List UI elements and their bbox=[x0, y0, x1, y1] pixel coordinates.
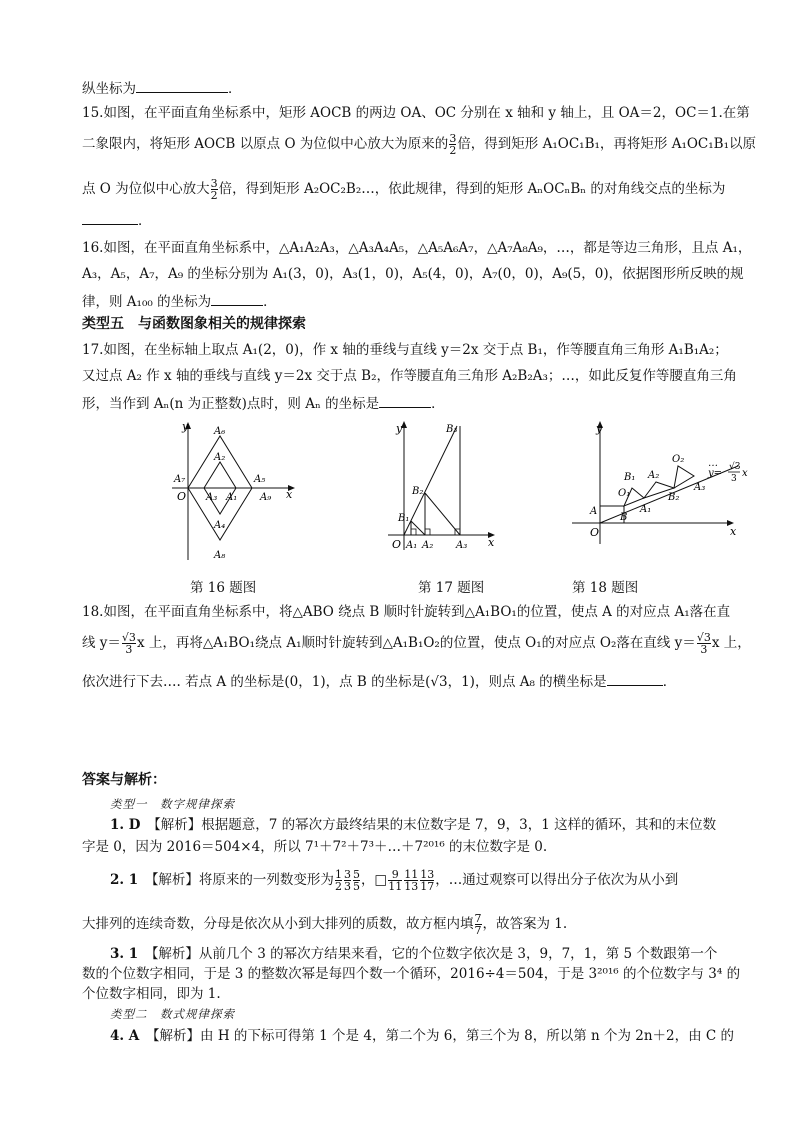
fraction bbox=[697, 632, 711, 655]
fig17-label: y bbox=[396, 422, 403, 435]
a2-line1b: ，…通过观察可以得出分子依次为从小到 bbox=[435, 872, 679, 888]
fig18-label: O₁ bbox=[618, 488, 631, 499]
figure-16 bbox=[168, 418, 308, 568]
fig18-label: A₁ bbox=[640, 504, 652, 515]
a1-line1-text: 【解析】根据题意，7 的幂次方最终结果的末位数字是 7，9，3，1 这样的循环，其和的末位数 bbox=[154, 817, 717, 833]
fig17-label: A₂ bbox=[422, 540, 434, 551]
fraction bbox=[449, 133, 456, 156]
fig18-label: y bbox=[596, 422, 603, 435]
a4-line1 bbox=[110, 1027, 750, 1045]
fig16-label: A₇ bbox=[174, 474, 186, 485]
answer-blank bbox=[607, 671, 663, 686]
fig17-caption: 第 17 题图 bbox=[418, 580, 485, 596]
fig17-label: B₂ bbox=[412, 486, 424, 497]
q15-line1: 15.如图，在平面直角坐标系中，矩形 AOCB 的两边 OA、OC 分别在 x 轴和 y 轴上，且 OA＝2，OC＝1.在第 bbox=[82, 105, 750, 121]
fraction bbox=[388, 869, 402, 892]
fig17-label: x bbox=[488, 536, 495, 549]
q16-line3: 律，则 A₁₀₀ 的坐标为 ． bbox=[82, 291, 722, 311]
fig16-label: A₈ bbox=[214, 550, 226, 561]
fig17-label: A₁ bbox=[406, 540, 418, 551]
frac-num: √3 bbox=[696, 631, 711, 644]
q15-line3 bbox=[82, 177, 726, 202]
fig17-label: A₃ bbox=[456, 540, 468, 551]
fig16-label: O bbox=[177, 490, 187, 503]
q15-line3a: 点 O 为位似中心放大 bbox=[82, 181, 210, 197]
q18-line2c: x 上， bbox=[711, 635, 751, 651]
q14-tail: 纵坐标为 ． bbox=[82, 78, 722, 98]
q18-line1: 18.如图，在平面直角坐标系中，将△ABO 绕点 B 顺时针旋转到△A₁BO₁的位置，使点 A 的对应点 A₁落在直 bbox=[82, 604, 731, 620]
fig18-label: B₁ bbox=[624, 472, 636, 483]
right-angle-mark bbox=[425, 529, 430, 535]
q17-line2: 又过点 A₂ 作 x 轴的垂线与直线 y＝2x 交于点 B₂，作等腰直角三角形 A₂B₂A₃；…，如此反复作等腰直角三角 bbox=[82, 368, 737, 384]
q15-line2 bbox=[82, 132, 756, 157]
a2-box: ，□ bbox=[360, 872, 388, 888]
q18-line3: 依次进行下去…. 若点 A 的坐标是(0，1)，点 B 的坐标是(√3，1)，则点 A₈ 的横坐标是 ． bbox=[82, 671, 722, 691]
fig18-line-frac-den: 3 bbox=[731, 474, 737, 484]
q17-line3: 形，当作到 Aₙ(n 为正整数)点时，则 Aₙ 的坐标是 ． bbox=[82, 393, 722, 413]
q18-line2a: 线 y＝ bbox=[82, 635, 121, 651]
fig18-label: A₂ bbox=[648, 470, 660, 481]
frac-num: √3 bbox=[121, 631, 136, 644]
fig18-caption: 第 18 题图 bbox=[572, 580, 639, 596]
a1-line1 bbox=[110, 816, 750, 834]
fig18-label: B bbox=[620, 512, 628, 523]
a2-line2b: ，故答案为 1. bbox=[482, 916, 568, 932]
fraction bbox=[353, 869, 360, 892]
q15-line2b: 倍，得到矩形 A₁OC₁B₁，再将矩形 A₁OC₁B₁以原 bbox=[457, 136, 756, 152]
frac-den: 11 bbox=[388, 880, 403, 893]
fig18-line-label: y= bbox=[708, 468, 723, 479]
answers-type1: 类型一 数字规律探索 bbox=[110, 797, 235, 811]
q18-line2 bbox=[82, 631, 751, 656]
fig17-label: O bbox=[392, 538, 402, 551]
figure-18 bbox=[568, 418, 754, 548]
frac-den: 3 bbox=[125, 643, 133, 656]
fig16-label: y bbox=[182, 420, 189, 433]
frac-num: 5 bbox=[352, 868, 360, 881]
fig18-label: B₂ bbox=[668, 492, 680, 503]
fig18-line-frac-num: √3 bbox=[729, 462, 741, 472]
fig16-label: A₂ bbox=[214, 452, 226, 463]
frac-den: 3 bbox=[700, 643, 708, 656]
q17-line3-text: 形，当作到 Aₙ(n 为正整数)点时，则 Aₙ 的坐标是 bbox=[82, 396, 380, 412]
a4-label: 4. A bbox=[110, 1028, 140, 1044]
q18-line2b: x 上，再将△A₁BO₁绕点 A₁顺时针旋转到△A₁B₁O₂的位置，使点 O₁的对应点 O₂落在直线 y＝ bbox=[136, 635, 696, 651]
frac-den: 7 bbox=[474, 924, 482, 937]
frac-den: 5 bbox=[352, 880, 360, 893]
a3-line2: 数的个位数字相同，于是 3 的整数次幂是每四个数一个循环，2016÷4＝504，于是 3²⁰¹⁶ 的个位数字与 3⁴ 的 bbox=[82, 966, 741, 982]
frac-num: 7 bbox=[474, 912, 482, 925]
fraction bbox=[420, 869, 434, 892]
answer-blank bbox=[379, 393, 431, 408]
fig16-label: A₃ bbox=[206, 492, 218, 503]
a3-line1-text: 【解析】从前几个 3 的幂次方结果来看，它的个位数字依次是 3，9，7，1，第 5 个数跟第一个 bbox=[151, 946, 718, 962]
triangle-inner-up bbox=[204, 462, 236, 488]
fig17-label: B₃ bbox=[446, 424, 458, 435]
frac-den: 2 bbox=[449, 144, 457, 157]
figure-17 bbox=[384, 418, 504, 556]
frac-den: 2 bbox=[334, 880, 342, 893]
fig16-label: A₁ bbox=[226, 492, 238, 503]
fig16-label: A₅ bbox=[254, 474, 266, 485]
a2-label: 2. 1 bbox=[110, 872, 139, 888]
frac-num: 1 bbox=[334, 868, 342, 881]
a2-line2 bbox=[82, 913, 722, 936]
triangle-A2B2O2 bbox=[674, 466, 694, 488]
q17-line1: 17.如图，在坐标轴上取点 A₁(2，0)，作 x 轴的垂线与直线 y＝2x 交于点 B₁，作等腰直角三角形 A₁B₁A₂； bbox=[82, 342, 728, 358]
fraction bbox=[335, 869, 342, 892]
line-y-2x bbox=[404, 426, 457, 535]
fig18-label: A bbox=[590, 506, 598, 517]
type5-heading: 类型五 与函数图象相关的规律探索 bbox=[82, 316, 306, 332]
frac-num: 11 bbox=[404, 868, 419, 881]
q16-line3-text: 律，则 A₁₀₀ 的坐标为 bbox=[82, 294, 212, 310]
fraction bbox=[404, 869, 418, 892]
frac-num: 3 bbox=[343, 868, 351, 881]
a2-line1 bbox=[110, 869, 750, 892]
answers-heading: 答案与解析： bbox=[82, 772, 166, 788]
q15-line3b: 倍，得到矩形 A₂OC₂B₂…，依此规律，得到的矩形 AₙOCₙBₙ 的对角线交点的坐标为 bbox=[218, 181, 726, 197]
q14-tail-text: 纵坐标为 bbox=[82, 81, 136, 97]
frac-num: 13 bbox=[420, 868, 435, 881]
fig18-label: x bbox=[730, 525, 737, 538]
fig17-label: B₁ bbox=[398, 513, 410, 524]
frac-den: 3 bbox=[343, 880, 351, 893]
a2-line1a: 【解析】将原来的一列数变形为 bbox=[151, 872, 334, 888]
q18-line3-text: 依次进行下去…. 若点 A 的坐标是(0，1)，点 B 的坐标是(√3，1)，则点 A₈ 的横坐标是 bbox=[82, 674, 607, 690]
fig16-label: A₄ bbox=[214, 520, 226, 531]
a3-line3: 个位数字相同，即为 1. bbox=[82, 986, 221, 1002]
q16-line2: A₃，A₅，A₇，A₉ 的坐标分别为 A₁(3，0)，A₃(1，0)，A₅(4，0)，A₇(0，0)，A₉(5，0)，依据图形所反映的规 bbox=[82, 266, 744, 282]
a3-line1 bbox=[110, 945, 750, 963]
frac-den: 2 bbox=[210, 189, 218, 202]
fraction bbox=[475, 913, 482, 936]
frac-num: 3 bbox=[449, 132, 457, 145]
right-angle-mark bbox=[411, 529, 416, 535]
frac-den: 13 bbox=[404, 880, 419, 893]
fig18-label: A₃ bbox=[694, 482, 706, 493]
frac-num: 9 bbox=[388, 869, 402, 881]
fig16-label: A₉ bbox=[260, 492, 272, 503]
a4-line1-text: 【解析】由 H 的下标可得第 1 个是 4，第二个为 6，第三个为 8，所以第 n 个为 2n＋2，由 C 的 bbox=[152, 1028, 735, 1044]
fig16-label: A₆ bbox=[214, 426, 226, 437]
fig18-line-label-tail: x bbox=[742, 468, 748, 479]
fraction bbox=[211, 178, 218, 201]
frac-num: 3 bbox=[210, 177, 218, 190]
fraction bbox=[344, 869, 351, 892]
fig18-label: O bbox=[590, 526, 600, 539]
answers-type2: 类型二 数式规律探索 bbox=[110, 1007, 235, 1021]
q16-line1: 16.如图，在平面直角坐标系中，△A₁A₂A₃，△A₃A₄A₅，△A₅A₆A₇，△A₇A₈A₉，…，都是等边三角形，且点 A₁， bbox=[82, 240, 752, 256]
q15-line2a: 二象限内，将矩形 AOCB 以原点 O 为位似中心放大为原来的 bbox=[82, 136, 449, 152]
a3-label: 3. 1 bbox=[110, 946, 139, 962]
fig16-caption: 第 16 题图 bbox=[190, 580, 257, 596]
answer-blank bbox=[211, 291, 263, 306]
segment-B1A2 bbox=[411, 521, 425, 535]
answer-blank bbox=[82, 210, 138, 225]
frac-den: 17 bbox=[420, 880, 435, 893]
fig18-label: O₂ bbox=[672, 454, 685, 465]
a2-line2a: 大排列的连续奇数，分母是依次从小到大排列的质数，故方框内填 bbox=[82, 916, 474, 932]
q15-line4: ． bbox=[82, 210, 722, 230]
fig18-dots: … bbox=[708, 458, 718, 469]
fraction bbox=[122, 632, 136, 655]
fig16-label: x bbox=[286, 488, 293, 501]
a1-line2: 字是 0，因为 2016＝504×4，所以 7¹＋7²＋7³＋…＋7²⁰¹⁶ 的末位数字是 0. bbox=[82, 839, 548, 855]
a1-label: 1. D bbox=[110, 817, 141, 833]
answer-blank bbox=[136, 78, 228, 93]
